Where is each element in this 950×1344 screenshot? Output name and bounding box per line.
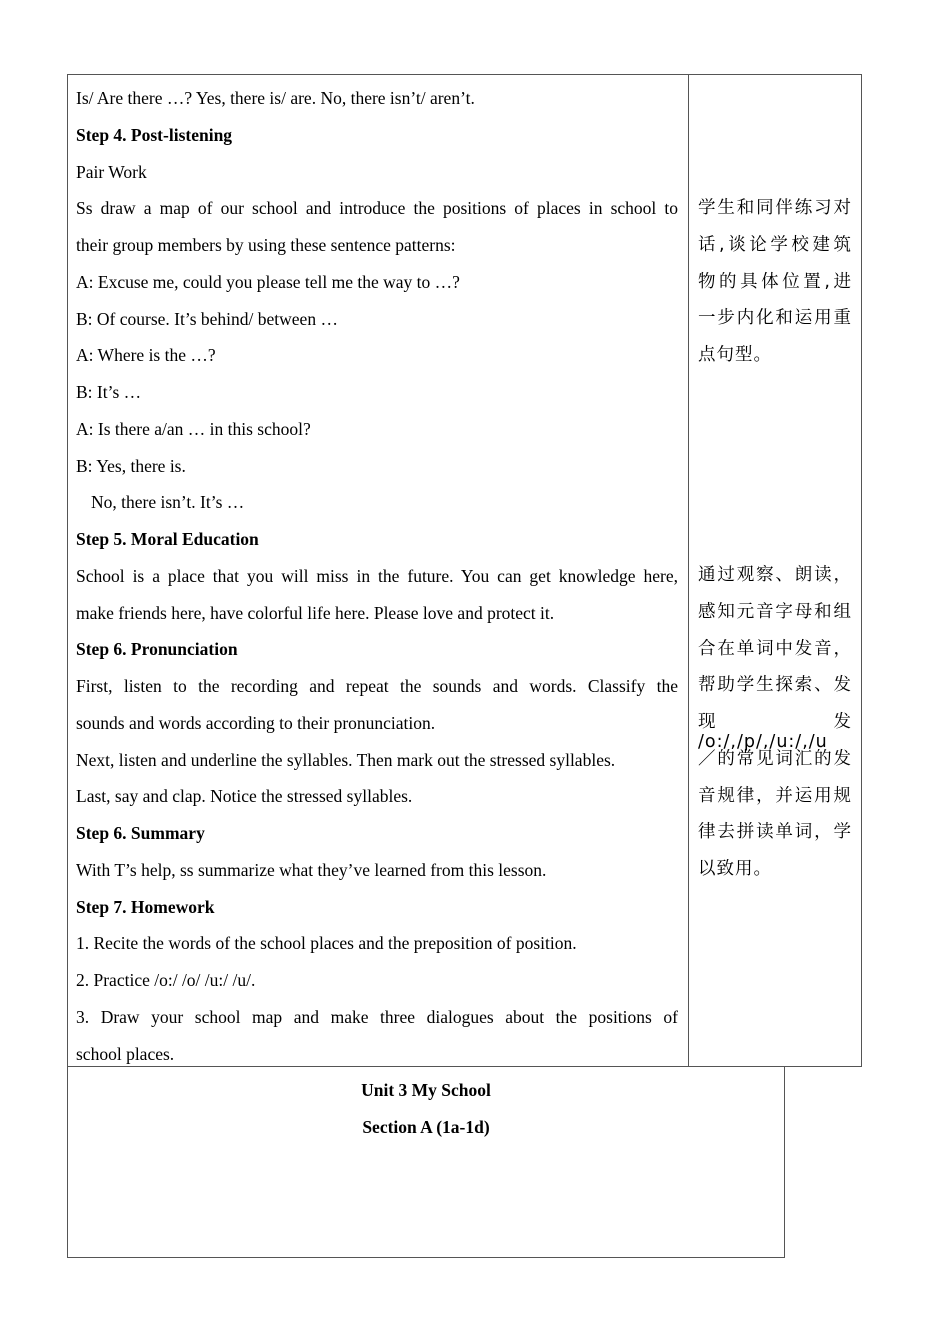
board-subtitle: Section A (1a-1d)	[362, 1117, 490, 1137]
text-line: Last, say and clap. Notice the stressed syllables.	[76, 786, 413, 807]
design-note-line: 现 发 /o:/,/p/,/u:/,/u	[698, 712, 852, 752]
step-heading: Step 7. Homework	[76, 896, 215, 917]
design-note-line: 点句型。	[698, 345, 772, 365]
step-heading: Step 6. Summary	[76, 823, 205, 843]
text-line: A: Excuse me, could you please tell me the way to …?	[76, 271, 460, 292]
design-note-line: 一步内化和运用重	[698, 308, 852, 329]
text-line: B: Of course. It’s behind/ between …	[76, 308, 338, 329]
design-note-line: 话,谈论学校建筑	[698, 234, 852, 255]
design-note-line: 律去拼读单词，学	[698, 822, 852, 843]
text-line: 3. Draw your school map and make three dialogues about the positions of	[76, 1006, 678, 1027]
design-note-line: 通过观察、朗读，	[698, 565, 852, 585]
design-note-line: 以致用。	[698, 859, 772, 879]
text-line: Ss draw a map of our school and introduce the positions of places in school to	[76, 198, 678, 219]
step-heading: Step 4. Post-listening	[76, 124, 233, 145]
text-line: school places.	[76, 1043, 175, 1064]
text-line: 2. Practice /o:/ /o/ /u:/ /u/.	[76, 970, 256, 990]
board-title: Unit 3 My School	[361, 1080, 491, 1100]
text-line: 1. Recite the words of the school places and the preposition of position.	[76, 933, 577, 954]
step-heading: Step 5. Moral Education	[76, 529, 259, 549]
text-line: make friends here, have colorful life here. Please love and protect it.	[76, 602, 555, 623]
text-line: No, there isn’t. It’s …	[91, 492, 245, 513]
text-line: sounds and words according to their pronunciation.	[76, 712, 436, 733]
text-line: Pair Work	[76, 161, 147, 182]
design-note-line: 帮助学生探索、发	[698, 675, 852, 696]
step-heading: Step 6. Pronunciation	[76, 639, 238, 660]
text-line: A: Is there a/an … in this school?	[76, 418, 311, 439]
text-line: Is/ Are there …? Yes, there is/ are. No, there isn’t/ aren’t.	[76, 88, 475, 108]
design-note-line: 感知元音字母和组	[698, 601, 852, 622]
text-line: B: It’s …	[76, 382, 142, 402]
design-note-line: ／的常见词汇的发	[698, 748, 852, 769]
text-line: A: Where is the …?	[76, 345, 216, 366]
text-line: School is a place that you will miss in the future. You can get knowledge here,	[76, 565, 678, 586]
column-divider	[688, 74, 689, 1067]
design-note-line: 音规律，并运用规	[698, 785, 852, 806]
design-note-line: 合在单词中发音，	[698, 638, 852, 659]
text-line: Next, listen and underline the syllables. Then mark out the stressed syllables.	[76, 749, 616, 770]
text-line: their group members by using these sentence patterns:	[76, 235, 456, 255]
design-note-line: 物的具体位置,进	[698, 271, 852, 292]
design-note-line: 学生和同伴练习对	[698, 198, 852, 218]
text-line: B: Yes, there is.	[76, 455, 186, 476]
text-line: With T’s help, ss summarize what they’ve learned from this lesson.	[76, 859, 547, 880]
text-line: First, listen to the recording and repeat the sounds and words. Classify the	[76, 676, 678, 696]
